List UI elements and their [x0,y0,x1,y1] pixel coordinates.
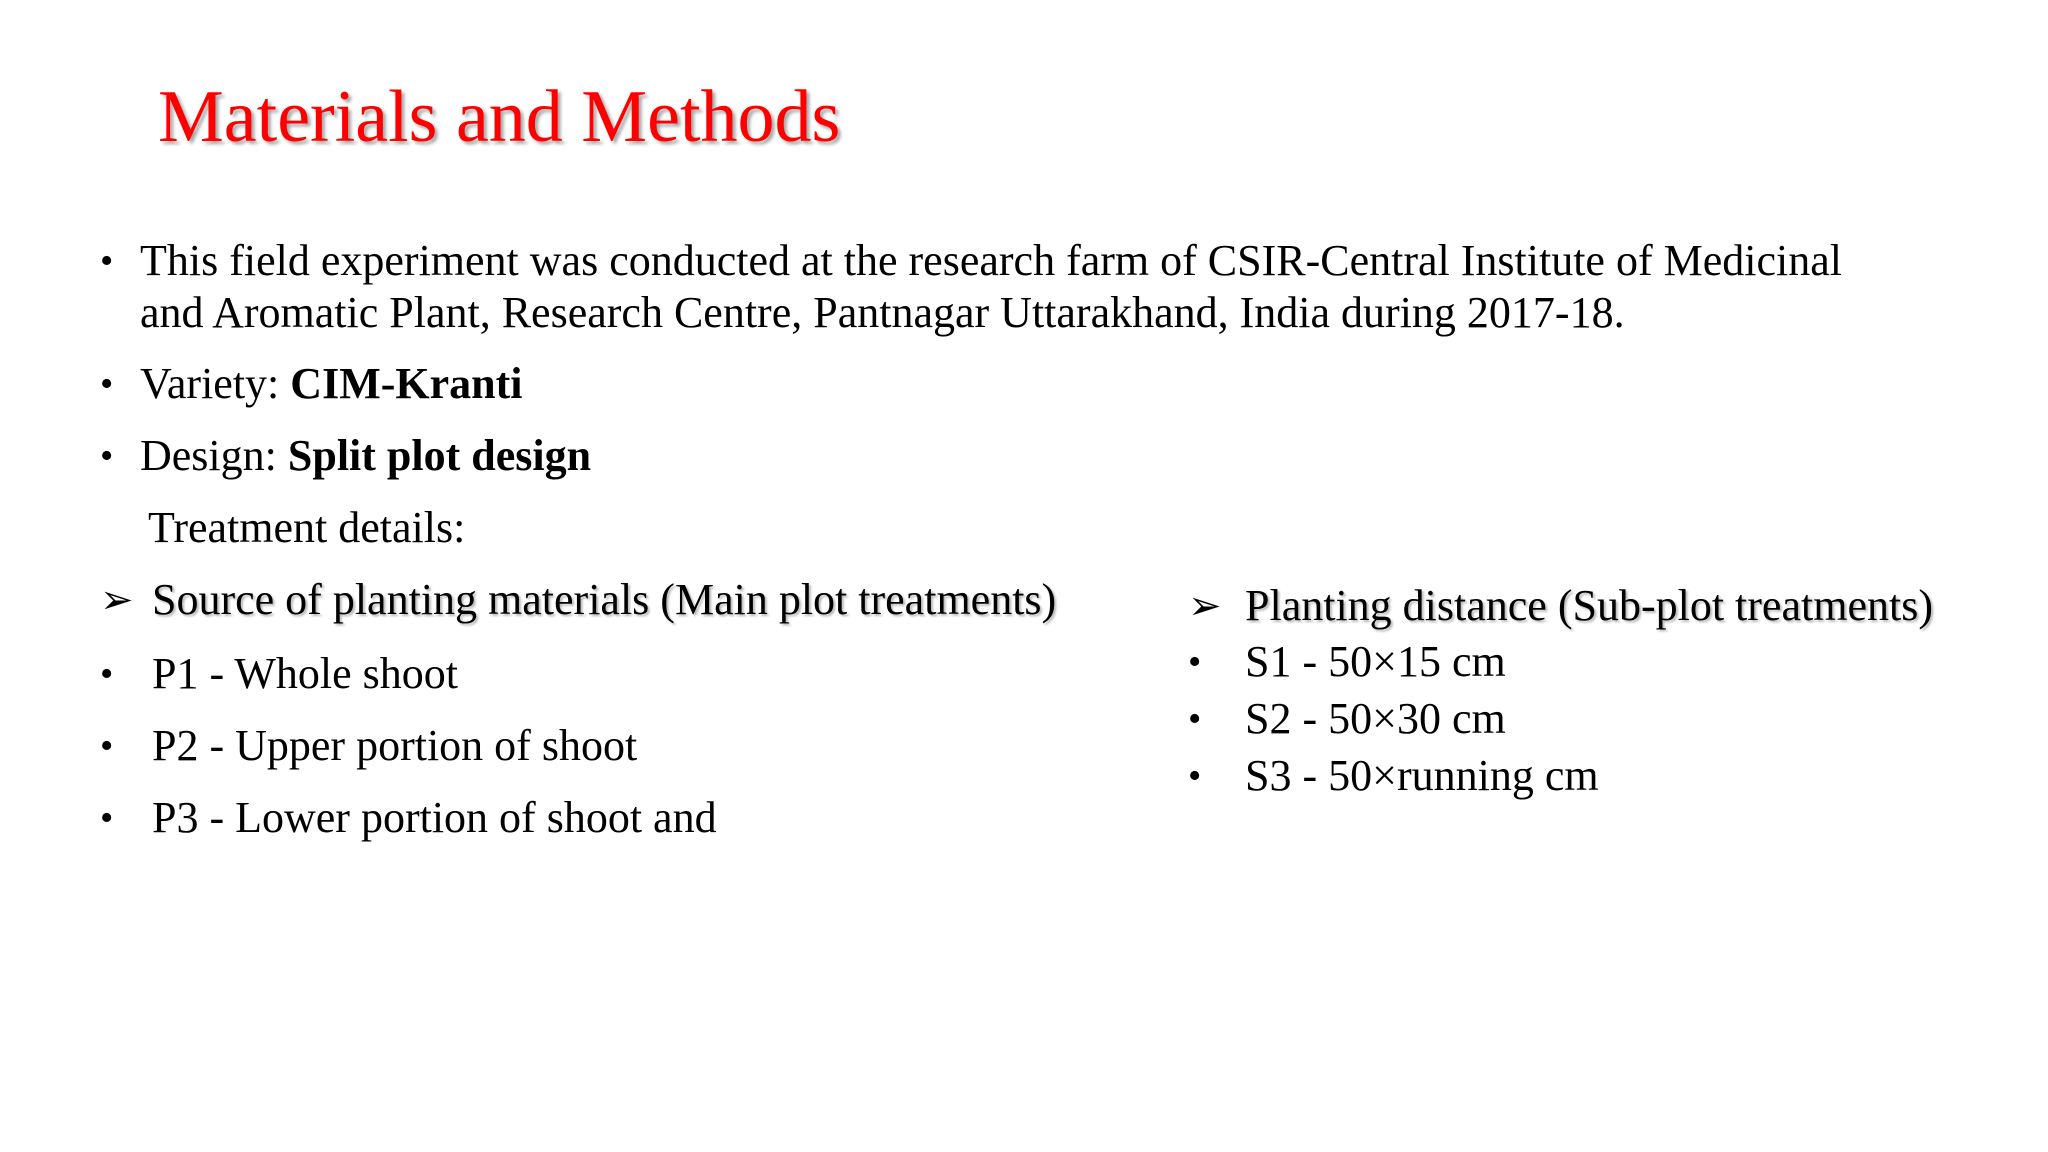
bullet-icon: • [100,240,114,282]
design-line [140,430,591,482]
bullet-icon: • [1188,698,1202,740]
sub-plot-item: S3 - 50×running cm [1245,751,1599,800]
bullet-icon: • [100,363,114,405]
variety-line [140,358,522,410]
bullet-icon: • [100,725,114,767]
main-plot-item: P2 - Upper portion of shoot [152,721,638,770]
design-label: Design: [140,431,288,480]
treatment-heading: Treatment details: [148,503,466,552]
slide-title: Materials and Methods [158,76,841,158]
arrow-bullet-icon: ➢ [100,577,134,622]
variety-label: Variety: [140,359,291,408]
sub-plot-item: S2 - 50×30 cm [1245,694,1506,743]
design-value: Split plot design [287,431,592,480]
bullet-icon: • [100,797,114,839]
bullet-icon: • [1188,641,1202,683]
sub-plot-item: S1 - 50×15 cm [1245,637,1506,686]
intro-line-1: This field experiment was conducted at the research farm of CSIR-Central Institute of Medicinal [140,236,1842,285]
bullet-icon: • [100,653,114,695]
intro-line-2: and Aromatic Plant, Research Centre, Pantnagar Uttarakhand, India during 2017-18. [140,288,1625,337]
arrow-bullet-icon: ➢ [1188,583,1222,628]
bullet-icon: • [1188,755,1202,797]
main-plot-item: P3 - Lower portion of shoot and [152,793,717,842]
bullet-icon: • [100,435,114,477]
variety-value: CIM-Kranti [290,359,523,408]
main-plot-item: P1 - Whole shoot [152,649,458,698]
sub-plot-heading: Planting distance (Sub-plot treatments) [1245,581,1933,630]
main-plot-heading: Source of planting materials (Main plot treatments) [152,575,1057,624]
